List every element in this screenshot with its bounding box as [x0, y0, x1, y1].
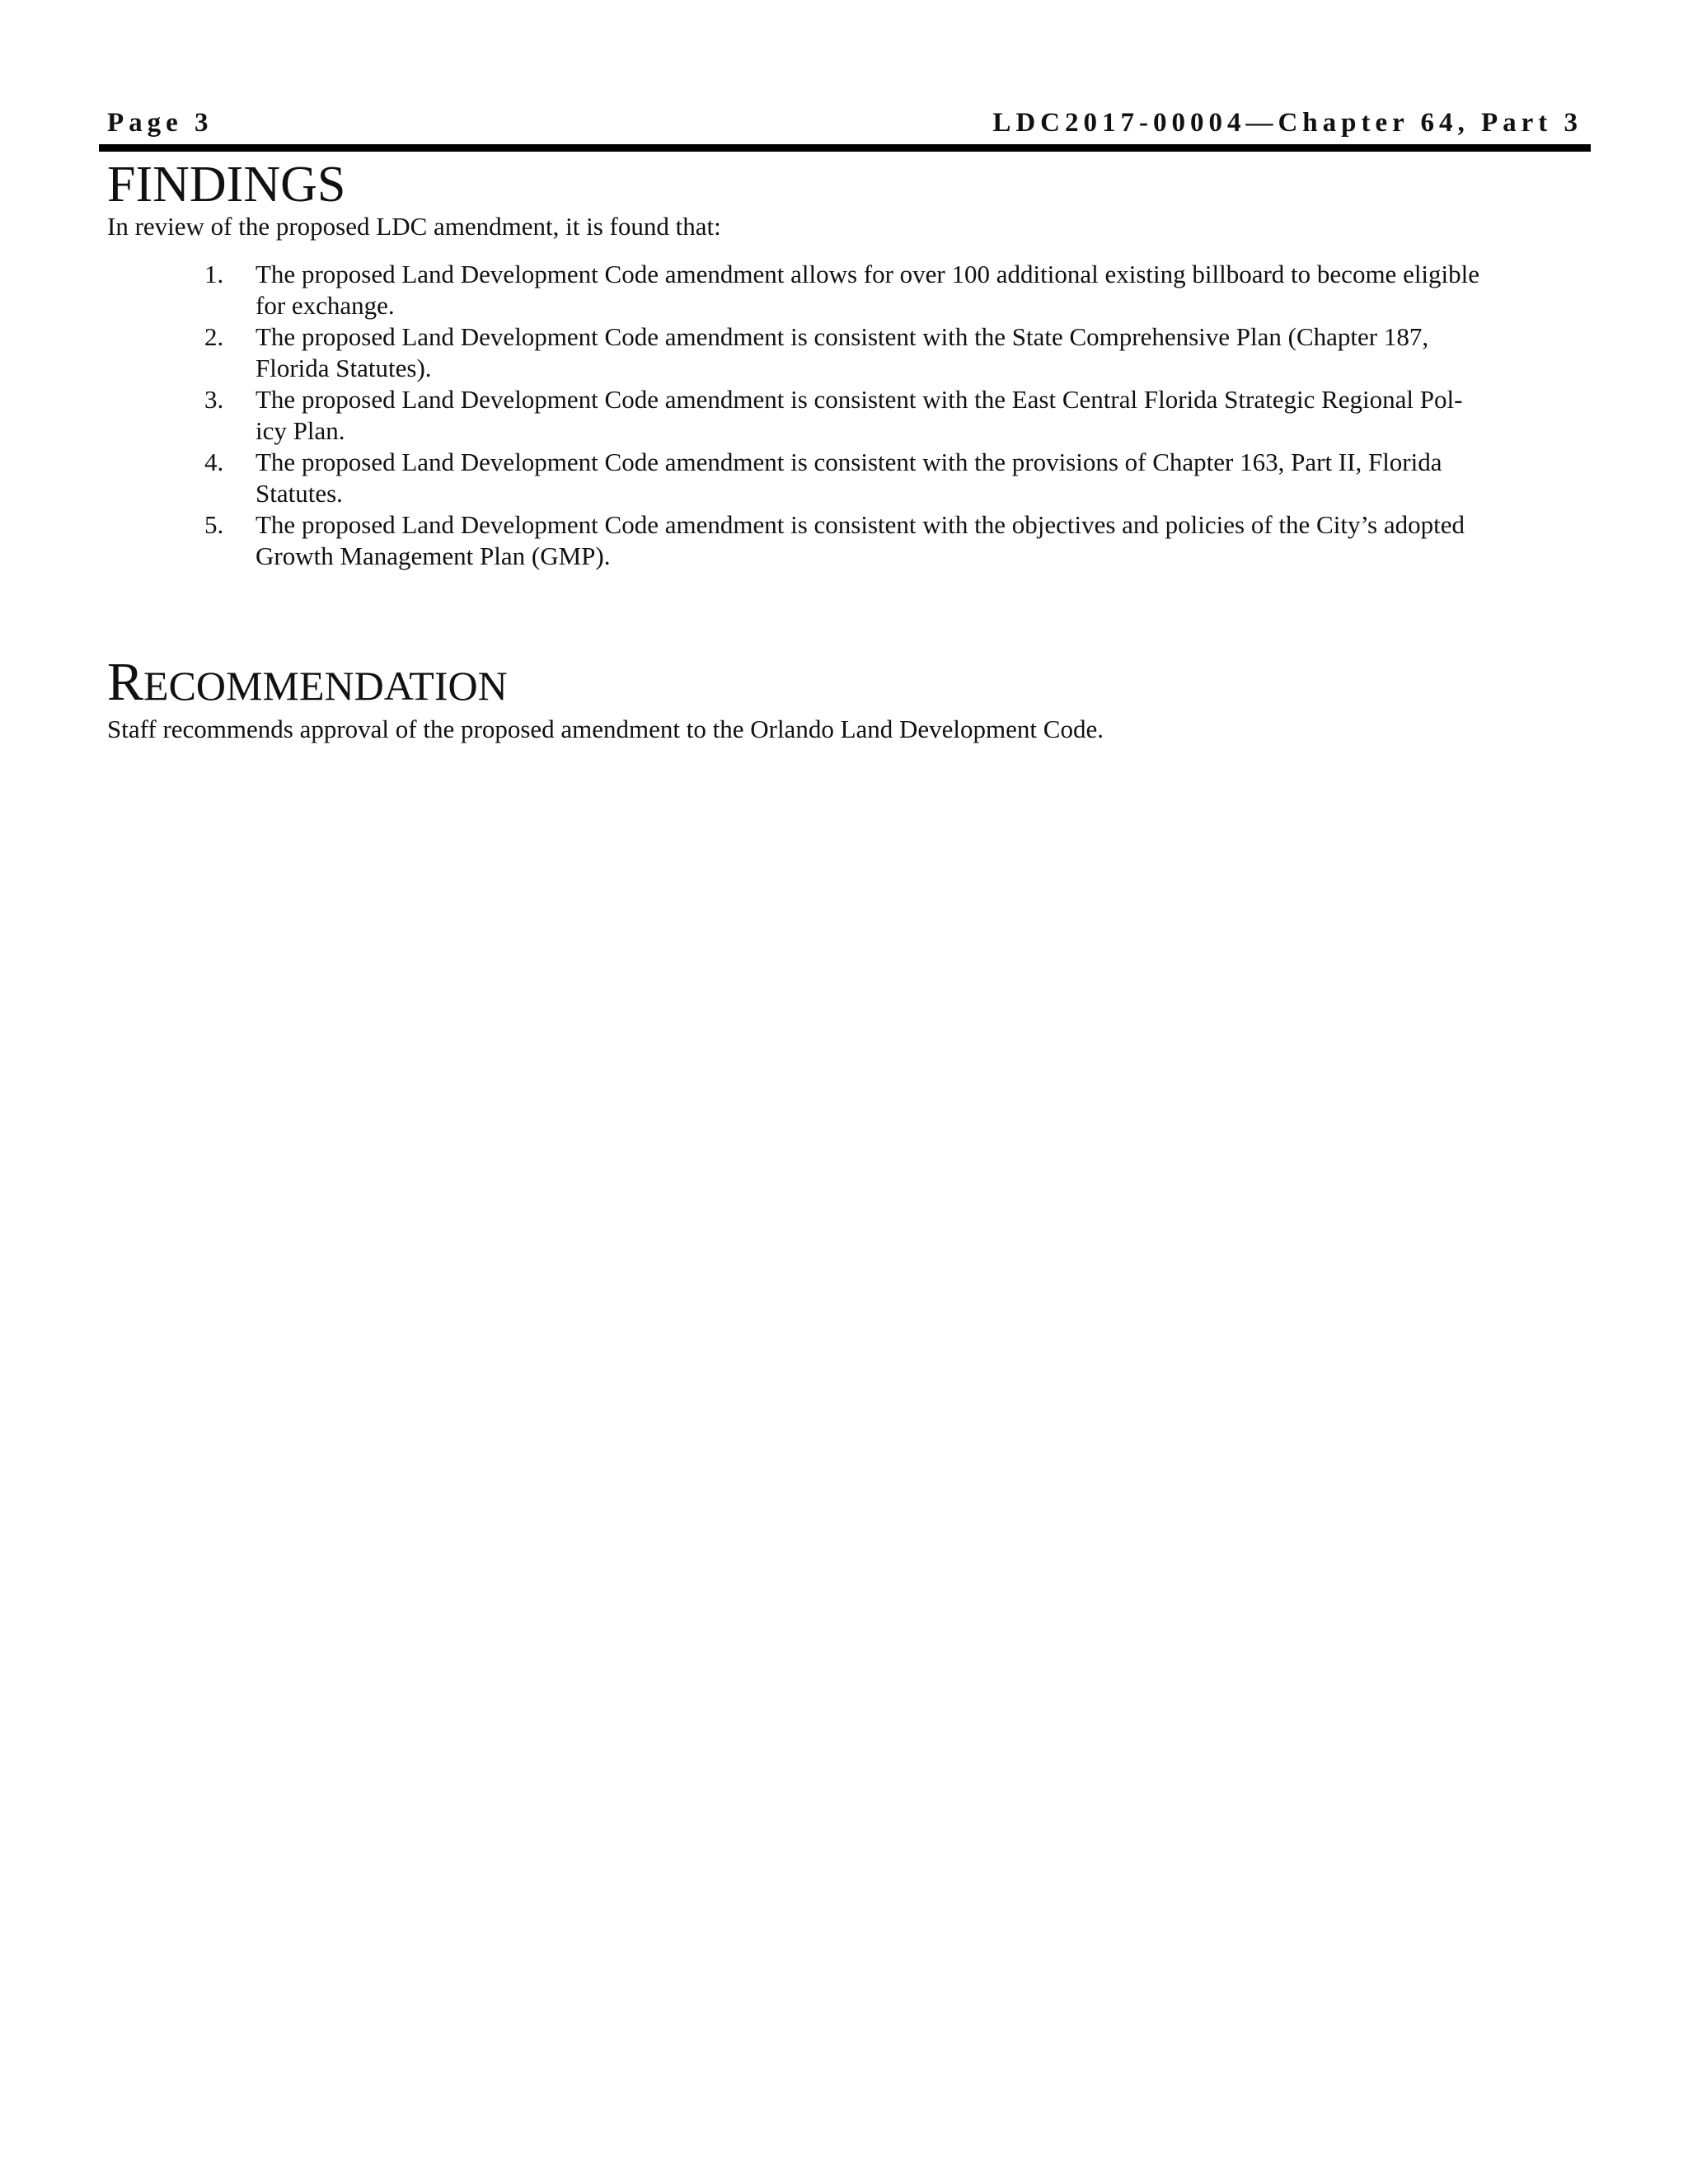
list-item-text-line: Statutes.: [256, 479, 343, 508]
list-item-number: 4.: [204, 448, 224, 476]
list-item-text-line: for exchange.: [256, 291, 395, 320]
recommendation-text: Staff recommends approval of the proposed amendment to the Orlando Land Development Code.: [107, 715, 1104, 743]
findings-list-item: [198, 321, 1582, 384]
list-item-number: 1.: [204, 260, 224, 288]
findings-list-item: [198, 384, 1582, 447]
findings-intro-text: In review of the proposed LDC amendment, it is found that:: [107, 212, 721, 241]
findings-list-item: [198, 447, 1582, 509]
list-item-text-line: Growth Management Plan (GMP).: [256, 541, 611, 570]
list-item-number: 2.: [204, 322, 224, 351]
findings-list: [198, 259, 1582, 572]
recommendation-heading: [107, 651, 508, 717]
recommendation-heading-initial: R: [107, 652, 144, 712]
findings-list-item: [198, 259, 1582, 321]
recommendation-heading-rest: ECOMMENDATION: [143, 663, 508, 709]
document-reference-label: LDC2017-00004—Chapter 64, Part 3: [992, 108, 1582, 138]
page-number-label: Page 3: [107, 108, 213, 138]
list-item-text-line: The proposed Land Development Code amendment allows for over 100 additional existing billboard to become eligible: [256, 260, 1480, 288]
header-divider-rule: [99, 144, 1591, 152]
list-item-text-line: The proposed Land Development Code amendment is consistent with the provisions of Chapter 163, Part II, Florida: [256, 448, 1442, 476]
list-item-text-line: The proposed Land Development Code amendment is consistent with the State Comprehensive Plan (Chapter 187,: [256, 322, 1429, 351]
findings-list-item: [198, 509, 1582, 572]
list-item-text-line: icy Plan.: [256, 416, 345, 445]
list-item-number: 5.: [204, 510, 224, 539]
list-item-number: 3.: [204, 385, 224, 414]
list-item-text-line: The proposed Land Development Code amendment is consistent with the objectives and policies of the City’s adopted: [256, 510, 1465, 539]
findings-heading: FINDINGS: [107, 157, 346, 213]
list-item-text-line: The proposed Land Development Code amendment is consistent with the East Central Florida Strategic Regional Pol-: [256, 385, 1463, 414]
page-header: [107, 108, 1582, 141]
list-item-text-line: Florida Statutes).: [256, 354, 432, 382]
